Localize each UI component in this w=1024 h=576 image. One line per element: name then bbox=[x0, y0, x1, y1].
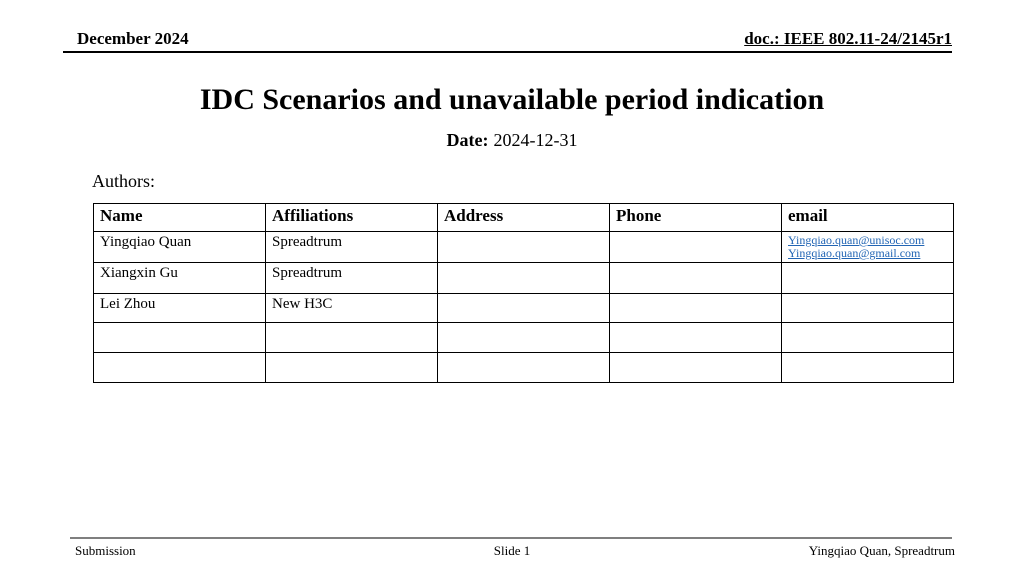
cell-address bbox=[438, 353, 610, 383]
date-line bbox=[0, 130, 1024, 151]
cell-address bbox=[438, 263, 610, 294]
cell-affiliation: Spreadtrum bbox=[266, 263, 438, 294]
cell-affiliation: Spreadtrum bbox=[266, 232, 438, 263]
cell-address bbox=[438, 232, 610, 263]
cell-address bbox=[438, 323, 610, 353]
cell-phone bbox=[610, 232, 782, 263]
cell-email bbox=[782, 263, 954, 294]
cell-name bbox=[94, 323, 266, 353]
footer-submission: Submission bbox=[75, 543, 136, 558]
table-row bbox=[94, 323, 954, 353]
col-header-name: Name bbox=[94, 204, 266, 232]
col-header-phone: Phone bbox=[610, 204, 782, 232]
cell-name bbox=[94, 353, 266, 383]
cell-affiliation: New H3C bbox=[266, 294, 438, 323]
footer-slide-number: Slide 1 bbox=[493, 543, 531, 558]
col-header-email: email bbox=[782, 204, 954, 232]
date-label: Date: bbox=[446, 130, 489, 150]
cell-address bbox=[438, 294, 610, 323]
col-header-affiliations: Affiliations bbox=[266, 204, 438, 232]
cell-name: Lei Zhou bbox=[94, 294, 266, 323]
table-header-row bbox=[94, 204, 954, 232]
cell-email bbox=[782, 294, 954, 323]
table-row bbox=[94, 353, 954, 383]
cell-phone bbox=[610, 353, 782, 383]
cell-affiliation bbox=[266, 353, 438, 383]
footer-rule bbox=[70, 537, 952, 539]
header-rule bbox=[63, 51, 952, 53]
header-date: December 2024 bbox=[77, 29, 189, 48]
authors-table bbox=[93, 203, 954, 383]
authors-label: Authors: bbox=[92, 171, 155, 191]
cell-email bbox=[782, 323, 954, 353]
footer-author: Yingqiao Quan, Spreadtrum bbox=[808, 543, 955, 558]
header-doc-number: doc.: IEEE 802.11-24/2145r1 bbox=[744, 29, 952, 48]
cell-email bbox=[782, 353, 954, 383]
cell-phone bbox=[610, 294, 782, 323]
cell-affiliation bbox=[266, 323, 438, 353]
cell-name: Xiangxin Gu bbox=[94, 263, 266, 294]
cell-phone bbox=[610, 323, 782, 353]
table-row bbox=[94, 263, 954, 294]
slide-title: IDC Scenarios and unavailable period indication bbox=[199, 83, 825, 116]
cell-phone bbox=[610, 263, 782, 294]
email-link-gmail[interactable]: Yingqiao.quan@gmail.com bbox=[788, 246, 921, 260]
table-row bbox=[94, 232, 954, 263]
email-link-unisoc[interactable]: Yingqiao.quan@unisoc.com bbox=[788, 233, 925, 247]
cell-email bbox=[782, 232, 954, 263]
col-header-address: Address bbox=[438, 204, 610, 232]
table-row bbox=[94, 294, 954, 323]
date-value: 2024-12-31 bbox=[493, 130, 578, 150]
cell-name: Yingqiao Quan bbox=[94, 232, 266, 263]
